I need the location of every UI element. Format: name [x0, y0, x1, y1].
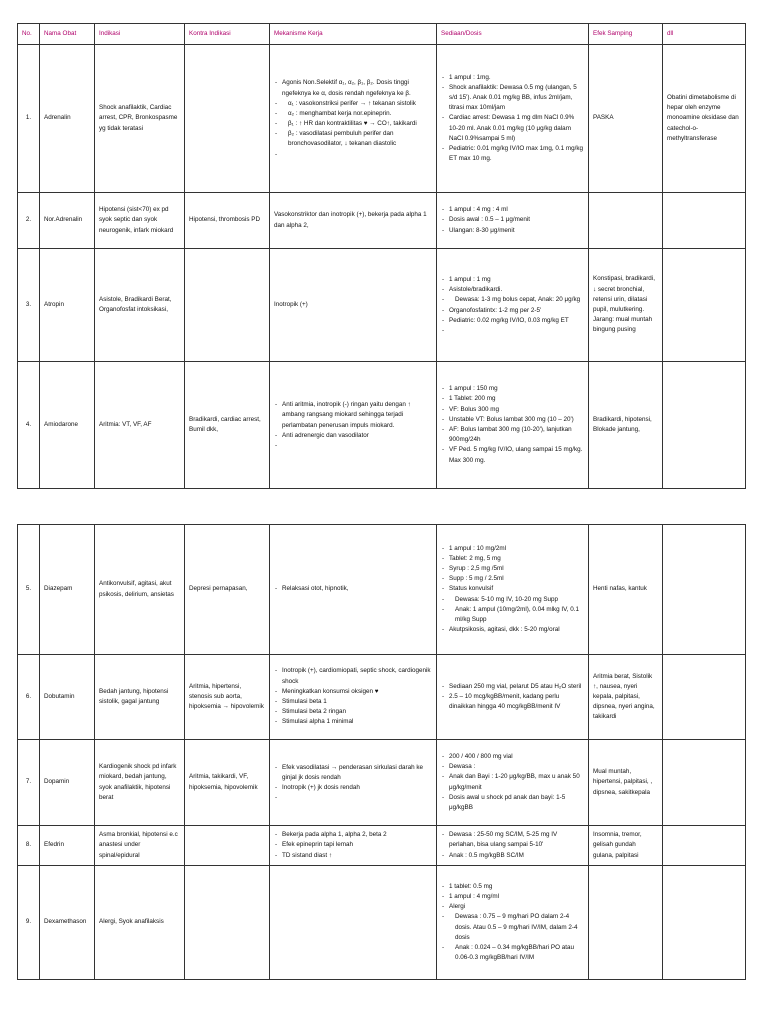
list-item: - Dewasa : 25-50 mg SC/IM, 5-25 mg IV perlahan, bisa ulang sampai 5-10' — [449, 830, 584, 850]
kontra-cell: Bradikardi, cardiac arrest, Bumil dkk, — [185, 362, 270, 489]
list-item: - AF: Bolus lambat 300 mg (10-20'), lanjutkan 900mg/24h — [449, 425, 584, 445]
kontra-cell: Hipotensi, thrombosis PD — [185, 193, 270, 249]
dll-cell — [663, 826, 746, 866]
row-number: 4. — [18, 362, 40, 489]
list-item: - 1 ampul : 4 mg : 4 ml — [449, 205, 584, 215]
header-sediaan-dosis: Sediaan/Dosis — [437, 24, 589, 45]
list-item: - Anak: 1 ampul (10mg/2ml), 0.04 mlkg IV, 0.1 ml/kg Supp — [449, 605, 584, 625]
mekanisme-cell: Inotropik (+) — [270, 249, 437, 362]
list-item: - Anti aritmia, inotropik (-) ringan yaitu dengan ↑ ambang rangsang miokard sehingga terjadi perlambatan penerusan impuls miokard. — [282, 400, 432, 431]
efek-cell — [589, 866, 663, 980]
row-number: 5. — [18, 525, 40, 655]
efek-cell: Mual muntah, hipertensi, palpitasi, , dipsnea, sakitkepala — [589, 740, 663, 826]
drug-name: Diazepam — [40, 525, 95, 655]
header-nama-obat: Nama Obat — [40, 24, 95, 45]
list-item: - VF: Bolus 300 mg — [449, 405, 584, 415]
sediaan-cell — [437, 362, 589, 489]
kontra-cell — [185, 826, 270, 866]
list-item: - 1 Tablet: 200 mg — [449, 394, 584, 404]
list-item: - 1 tablet: 0.5 mg — [449, 882, 584, 892]
table-row — [18, 525, 746, 655]
list-item: - 1 ampul : 150 mg — [449, 384, 584, 394]
header-kontra-indikasi: Kontra Indikasi — [185, 24, 270, 45]
header-dll: dll — [663, 24, 746, 45]
drug-name: Dexamethason — [40, 866, 95, 980]
list-item: - TD sistand diast ↑ — [282, 851, 432, 861]
row-number: 8. — [18, 826, 40, 866]
indikasi-cell: Alergi, Syok anafilaksis — [95, 866, 185, 980]
list-item: - Inotropik (+), cardiomiopati, septic shock, cardiogenik shock — [282, 666, 432, 686]
list-item: - Anak : 0.024 – 0.34 mg/kgBB/hari PO atau 0.06-0.3 mg/kgBB/hari IV/IM — [449, 943, 584, 963]
dll-cell — [663, 655, 746, 740]
list-item — [449, 326, 584, 335]
drug-name: Dobutamin — [40, 655, 95, 740]
indikasi-cell: Asma bronkial, hipotensi e.c anastesi under spinal/epidural — [95, 826, 185, 866]
dll-cell — [663, 193, 746, 249]
list-item: - Efek vasodilatasi → penderasan sirkulasi darah ke ginjal jk dosis rendah — [282, 763, 432, 783]
table-row — [18, 866, 746, 980]
list-item: - Meningkatkan konsumsi oksigen ♥ — [282, 687, 432, 697]
drug-name: Efedrin — [40, 826, 95, 866]
table-row — [18, 826, 746, 866]
indikasi-cell: Hipotensi (sist<70) ex pd syok septic dan syok neurogenik, infark miokard — [95, 193, 185, 249]
list-item: - Dosis awal u shock pd anak dan bayi: 1-5 μg/kgBB — [449, 793, 584, 813]
header-mekanisme-kerja: Mekanisme Kerja — [270, 24, 437, 45]
efek-cell: PASKA — [589, 45, 663, 193]
list-item: - Shock anafilaktik: Dewasa 0.5 mg (ulangan, 5 s/d 15'). Anak 0.01 mg/kg BB, infus 2ml/jam, titrasi max 10ml/jam — [449, 83, 584, 114]
list-item: - VF Ped. 5 mg/kg IV/IO, ulang sampai 15 mg/kg. Max 300 mg. — [449, 445, 584, 465]
mekanisme-cell: Vasokonstriktor dan inotropik (+), bekerja pada alpha 1 dan alpha 2, — [270, 193, 437, 249]
list-item: - Akutpsikosis, agitasi, dkk : 5-20 mg/oral — [449, 625, 584, 635]
mekanisme-cell — [270, 362, 437, 489]
list-item: - Dewasa : 0.75 – 9 mg/hari PO dalam 2-4 dosis. Atau 0.5 – 9 mg/hari IV/IM, dalam 2-4 dosis — [449, 912, 584, 943]
table-row — [18, 45, 746, 193]
table-row — [18, 655, 746, 740]
drug-name: Amiodarone — [40, 362, 95, 489]
drug-name: Nor.Adrenalin — [40, 193, 95, 249]
row-number: 2. — [18, 193, 40, 249]
list-item: - Dewasa: 5-10 mg IV, 10-20 mg Supp — [449, 595, 584, 605]
kontra-cell: Aritmia, hipertensi, stenosis sub aorta, hipoksemia → hipovolemik — [185, 655, 270, 740]
kontra-cell — [185, 45, 270, 193]
list-item — [282, 150, 432, 159]
list-item: - α₁ : vasokonstriksi perifer → ↑ tekanan sistolik — [282, 99, 432, 109]
table-row — [18, 249, 746, 362]
list-item: - β₂ : vasodilatasi pembuluh perifer dan bronchovasodilator, ↓ tekanan diastolic — [282, 129, 432, 149]
sediaan-cell — [437, 249, 589, 362]
drug-name: Atropin — [40, 249, 95, 362]
list-item: - Organofosfatintx: 1-2 mg per 2-5' — [449, 306, 584, 316]
list-item: - Sediaan 250 mg vial, pelarut D5 atau H₂O steril — [449, 682, 584, 692]
sediaan-cell — [437, 193, 589, 249]
sediaan-cell — [437, 45, 589, 193]
efek-cell — [589, 193, 663, 249]
header-no: No. — [18, 24, 40, 45]
list-item: - Anti adrenergic dan vasodilator — [282, 431, 432, 441]
list-item: - Unstable VT: Bolus lambat 300 mg (10 – 20') — [449, 415, 584, 425]
sediaan-cell — [437, 826, 589, 866]
list-item: - Alergi — [449, 902, 584, 912]
indikasi-cell: Shock anafilaktik, Cardiac arrest, CPR, Bronkospasme yg tidak teratasi — [95, 45, 185, 193]
efek-cell: Insomnia, tremor, gelisah gundah gulana, palpitasi — [589, 826, 663, 866]
indikasi-cell: Asistole, Bradikardi Berat, Organofosfat intoksikasi, — [95, 249, 185, 362]
list-item: - Anak dan Bayi : 1-20 μg/kg/BB, max u anak 50 μg/kg/menit — [449, 772, 584, 792]
list-item: - Syrup : 2,5 mg /5ml — [449, 564, 584, 574]
list-item: - Asistole/bradikardi. — [449, 285, 584, 295]
table-row — [18, 193, 746, 249]
list-item: - Relaksasi otot, hipnotik, — [282, 584, 432, 594]
list-item: - Pediatric: 0.01 mg/kg IV/IO max 1mg, 0.1 mg/kg ET max 10 mg. — [449, 144, 584, 164]
indikasi-cell: Aritmia: VT, VF, AF — [95, 362, 185, 489]
list-item: - Dosis awal : 0.5 – 1 μg/menit — [449, 215, 584, 225]
list-item: - Dewasa: 1-3 mg bolus cepat, Anak: 20 μg/kg — [449, 295, 584, 305]
efek-cell: Bradikardi, hipotensi, Blokade jantung, — [589, 362, 663, 489]
list-item: - Stimulasi alpha 1 minimal — [282, 717, 432, 727]
sediaan-cell — [437, 740, 589, 826]
list-item — [282, 793, 432, 802]
list-item: - Dewasa : — [449, 762, 584, 772]
mekanisme-cell — [270, 655, 437, 740]
list-item: - Tablet: 2 mg, 5 mg — [449, 554, 584, 564]
list-item: - 2.5 – 10 mcg/kgBB/menit, kadang perlu dinaikkan hingga 40 mcg/kgBB/menit IV — [449, 692, 584, 712]
dll-cell — [663, 866, 746, 980]
dll-cell: Obatini dimetabolisme di hepar oleh enzyme monoamine oksidase dan catechol-o-methyltransferase — [663, 45, 746, 193]
mekanisme-cell — [270, 45, 437, 193]
row-number: 1. — [18, 45, 40, 193]
mekanisme-cell — [270, 525, 437, 655]
efek-cell: Aritmia berat, Sistolik ↑, nausea, nyeri kepala, palpitasi, dipsnea, nyeri angina, takikardi — [589, 655, 663, 740]
header-indikasi: Indikasi — [95, 24, 185, 45]
list-item: - Efek epineprin tapi lemah — [282, 840, 432, 850]
drug-name: Dopamin — [40, 740, 95, 826]
list-item: - Ulangan: 8-30 μg/menit — [449, 226, 584, 236]
table-row — [18, 362, 746, 489]
indikasi-cell: Antikonvulsif, agitasi, akut psikosis, delirium, ansietas — [95, 525, 185, 655]
list-item: - Stimulasi beta 2 ringan — [282, 707, 432, 717]
sediaan-cell — [437, 866, 589, 980]
kontra-cell: Aritmia, takikardi, VF, hipoksemia, hipovolemik — [185, 740, 270, 826]
dll-cell — [663, 362, 746, 489]
list-item: - Bekerja pada alpha 1, alpha 2, beta 2 — [282, 830, 432, 840]
indikasi-cell: Kardiogenik shock pd infark miokard, bedah jantung, syok anafilaktik, hipotensi berat — [95, 740, 185, 826]
list-item: - Status konvulsif — [449, 584, 584, 594]
list-item: - Supp : 5 mg / 2.5ml — [449, 574, 584, 584]
list-item: - 1 ampul : 1mg. — [449, 73, 584, 83]
drug-name: Adrenalin — [40, 45, 95, 193]
row-number: 9. — [18, 866, 40, 980]
list-item: - 200 / 400 / 800 mg vial — [449, 752, 584, 762]
list-item: - 1 ampul : 10 mg/2ml — [449, 544, 584, 554]
row-number: 6. — [18, 655, 40, 740]
list-item: - Stimulasi beta 1 — [282, 697, 432, 707]
list-item: - Inotropik (+) jk dosis rendah — [282, 783, 432, 793]
sediaan-cell — [437, 525, 589, 655]
efek-cell: Konstipasi, bradikardi, ↓ secret bronchial, retensi urin, dilatasi pupil, mulutkering. Jarang: mual muntah bingung pusing — [589, 249, 663, 362]
mekanisme-cell — [270, 826, 437, 866]
sediaan-cell — [437, 655, 589, 740]
header-row — [18, 24, 746, 45]
header-efek-samping: Efek Samping — [589, 24, 663, 45]
drug-table-1 — [17, 23, 746, 489]
kontra-cell: Depresi pernapasan, — [185, 525, 270, 655]
list-item — [282, 441, 432, 450]
dll-cell — [663, 525, 746, 655]
efek-cell: Henti nafas, kantuk — [589, 525, 663, 655]
kontra-cell — [185, 249, 270, 362]
list-item: - 1 ampul : 4 mg/ml — [449, 892, 584, 902]
drug-table-2 — [17, 524, 746, 980]
row-number: 3. — [18, 249, 40, 362]
list-item: - Anak : 0.5 mg/kgBB SC/IM — [449, 851, 584, 861]
list-item: - Cardiac arrest: Dewasa 1 mg dlm NaCl 0.9% 10-20 ml. Anak 0.01 mg/kg (10 μg/kg dalam NaCl 0.9%sampai 5 ml) — [449, 113, 584, 144]
kontra-cell — [185, 866, 270, 980]
indikasi-cell: Bedah jantung, hipotensi sistolik, gagal jantung — [95, 655, 185, 740]
dll-cell — [663, 249, 746, 362]
mekanisme-cell — [270, 866, 437, 980]
row-number: 7. — [18, 740, 40, 826]
list-item: - Agonis Non.Selektif α₁, α₂, β₁, β₂. Dosis tinggi ngefeknya ke α, dosis rendah ngefeknya ke β. — [282, 78, 432, 98]
list-item: - α₂ : menghambat kerja nor.epineprin. — [282, 109, 432, 119]
dll-cell — [663, 740, 746, 826]
list-item: - 1 ampul : 1 mg — [449, 275, 584, 285]
list-item: - Pediatric: 0.02 mg/kg IV/IO, 0.03 mg/kg ET — [449, 316, 584, 326]
list-item: - β₁ : ↑ HR dan kontraktilitas ♥ → CO↑, takikardi — [282, 119, 432, 129]
table-row — [18, 740, 746, 826]
mekanisme-cell — [270, 740, 437, 826]
